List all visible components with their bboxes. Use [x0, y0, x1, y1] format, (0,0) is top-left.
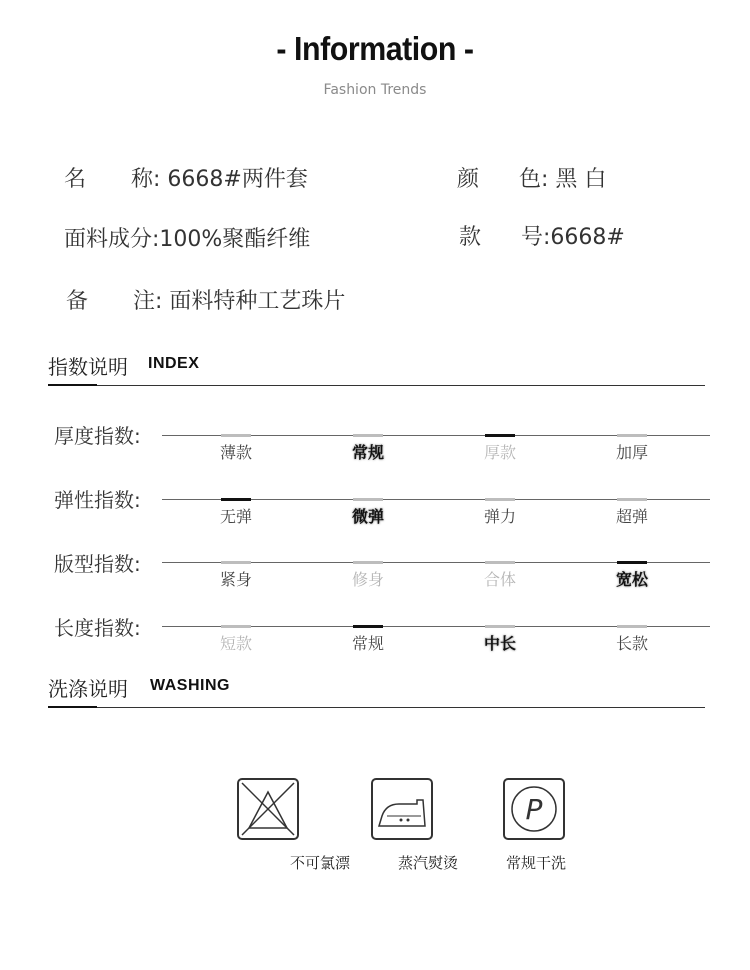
note-label: 备 [66, 289, 89, 314]
index-option: 厚款 [483, 443, 516, 462]
index-option: 中长 [483, 634, 516, 653]
no-bleach-icon [237, 778, 299, 840]
index-marker [485, 498, 515, 501]
index-option: 加厚 [615, 443, 648, 462]
wash-label-no-bleach: 不可氯漂 [289, 854, 350, 872]
style-value: 号:6668# [521, 225, 625, 250]
index-title-zh: 指数说明 [48, 355, 128, 379]
index-marker [353, 561, 383, 564]
index-marker [617, 434, 647, 437]
index-option: 合体 [483, 570, 516, 589]
index-option: 常规 [351, 634, 384, 653]
washing-title-zh: 洗涤说明 [48, 677, 128, 701]
style-label: 款 [459, 225, 482, 250]
color-value: 色: 黑 白 [519, 167, 607, 192]
name-value: 称: 6668#两件套 [131, 167, 308, 192]
index-marker-selected [221, 498, 251, 501]
index-divider-accent [48, 384, 97, 386]
index-option: 紧身 [219, 570, 252, 589]
washing-divider [48, 707, 705, 708]
index-marker [353, 434, 383, 437]
index-option: 薄款 [219, 443, 252, 462]
index-marker [617, 498, 647, 501]
index-row-label: 长度指数: [54, 616, 141, 640]
index-marker [221, 625, 251, 628]
index-marker-selected [353, 625, 383, 628]
index-marker [485, 561, 515, 564]
steam-iron-icon [371, 778, 433, 840]
index-option: 修身 [351, 570, 384, 589]
index-option: 弹力 [483, 507, 516, 526]
note-value: 注: 面料特种工艺珠片 [133, 289, 346, 314]
page-title: - Information - [276, 30, 474, 67]
index-title-en: INDEX [148, 355, 200, 372]
index-marker-selected [485, 434, 515, 437]
index-option: 微弹 [351, 507, 384, 526]
index-option: 常规 [351, 443, 384, 462]
index-divider [48, 385, 705, 386]
index-option: 无弹 [219, 507, 252, 526]
index-option: 超弹 [615, 507, 648, 526]
index-option: 宽松 [615, 570, 648, 589]
index-marker [353, 498, 383, 501]
wash-label-dry-clean: 常规干洗 [505, 854, 566, 872]
index-marker [617, 625, 647, 628]
index-marker [221, 561, 251, 564]
washing-divider-accent [48, 706, 97, 708]
wash-label-steam-iron: 蒸汽熨烫 [397, 854, 458, 872]
index-marker-selected [617, 561, 647, 564]
dry-clean-p-icon [503, 778, 565, 840]
name-label: 名 [64, 167, 87, 192]
index-row-label: 版型指数: [54, 552, 141, 576]
index-option: 长款 [615, 634, 648, 653]
index-marker [485, 625, 515, 628]
color-label: 颜 [457, 167, 480, 192]
fabric-value: 面料成分:100%聚酯纤维 [64, 227, 311, 252]
index-row-label: 厚度指数: [54, 424, 141, 448]
svg-text:P: P [525, 793, 543, 826]
index-option: 短款 [219, 634, 252, 653]
page-subtitle: Fashion Trends [323, 82, 427, 98]
index-row-label: 弹性指数: [54, 488, 141, 512]
index-marker [221, 434, 251, 437]
washing-title-en: WASHING [150, 677, 230, 694]
